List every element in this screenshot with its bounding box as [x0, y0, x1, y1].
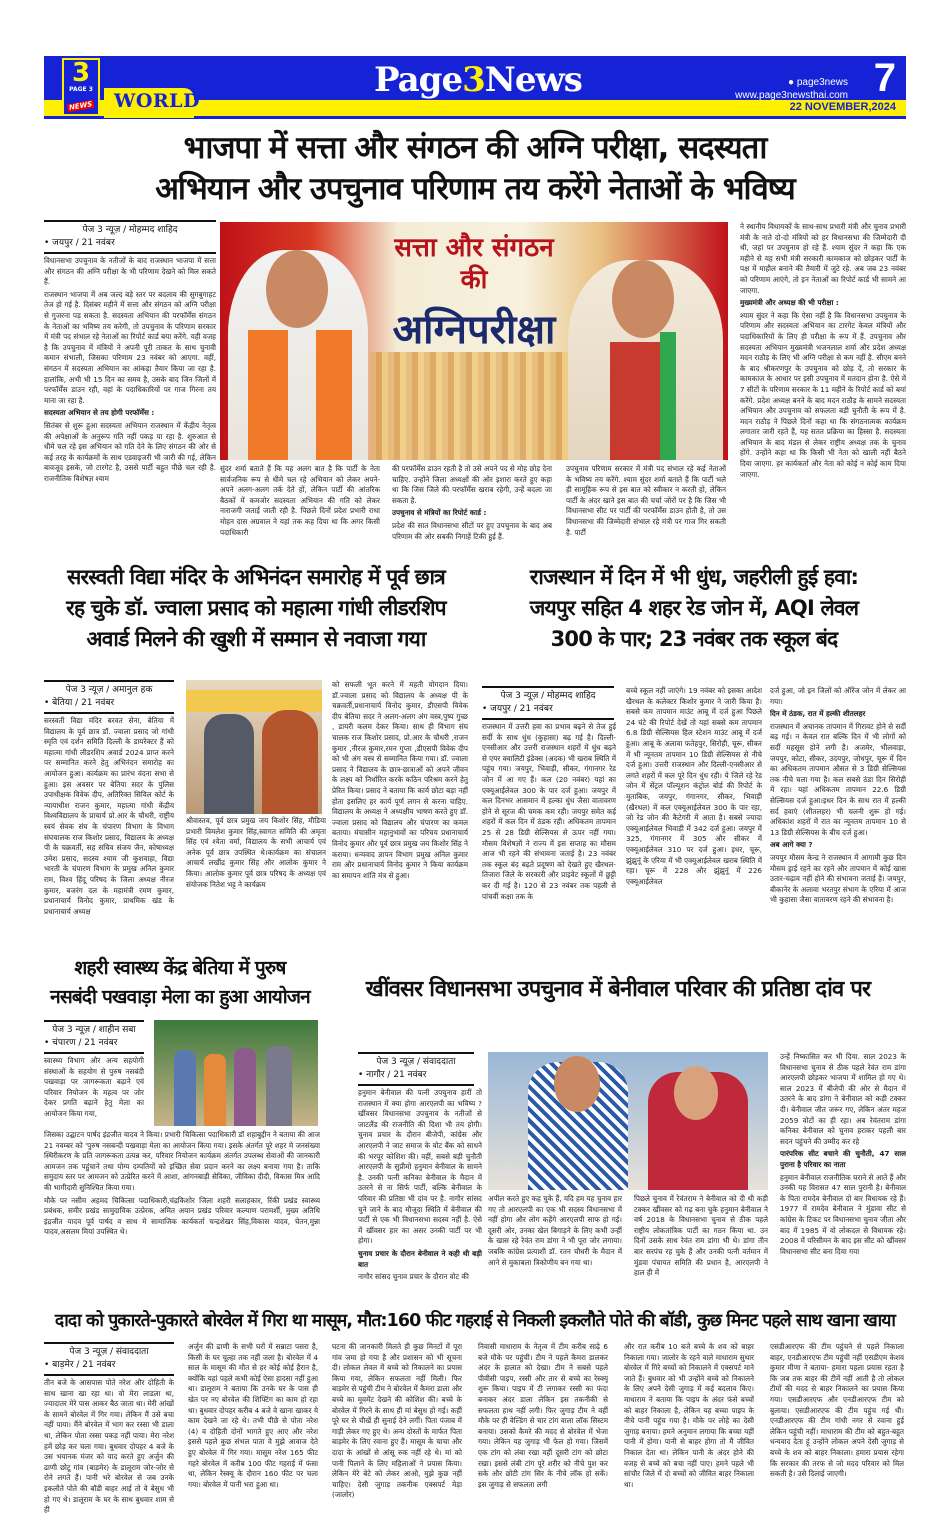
hero-title-line2: की — [460, 265, 488, 295]
logo-news-badge: NEWS — [68, 100, 94, 112]
paragraph: प्रदेश की सात विधानसभा सीटों पर हुए उपचुनाव के बाद अब परिणाम की ओर सबकी निगाहें टिकी हुई हैं. — [392, 520, 552, 541]
paragraph: मौके पर नसीम अहमद चिकित्सा पदाधिकारी,चंद्रकिशोर जिला शहरी सलाहकार, रिंकी प्रखंड स्वास्थ्य प्रबंधक, समीर प्रखंड सामुदायिक उत्प्रेरक, अमित अयान प्रखंड परिवार कल्याण परामर्शी, मुख्य अतिथि इंद्रजीत यादव पूर्व पार्षद व साथ मे सामाजिक कार्यकर्ता चन्द्रशेखर सिंह,विकास यादव, चेतन,मुन्ना यादव,असलम मियां उपस्थित थे। — [44, 1195, 320, 1237]
story3-column-3 — [770, 686, 906, 982]
story6-column-3 — [332, 1342, 462, 1528]
story3-byline — [482, 686, 614, 720]
story5-headline: खींवसर विधानसभा उपचुनाव में बेनीवाल परिवार की प्रतिष्ठा दांव पर — [365, 977, 871, 1002]
paragraph: की परफॉर्मेंस डाउन रहती है तो उसे अपने पद से मोह छोड़ देना चाहिए. उन्होंने जिला अध्यक्षों की ओर इशारा करते हुए कहा था कि जिस जिले की परफॉर्मेंस खराब रहेगी, उन्हें बदला जा सकता है. — [392, 464, 552, 505]
face — [554, 1056, 600, 1112]
health-camp-photo[interactable] — [154, 1020, 318, 1126]
story3-column-1 — [482, 722, 616, 984]
paragraph: सरस्वती विद्या मंदिर बरवत सेना, बेतिया में विद्यालय के पूर्व छात्र डॉ. ज्वाला प्रसाद जो गांधी स्मृति एवं दर्शन समिति दिल्ली के डायरेक्टर हैं को महात्मा गांधी लीडरशिप अवार्ड 2024 प्राप्त करने पर सम्मानित करने हेतु अभिनंदन समारोह का आयोजन हुआ। कार्यक्रम का प्रारंभ वंदना सभा से हुआ। इस अवसर पर बेतिया सदर के पुलिस उपाधीक्षक विवेक दीप, अतिरिक्त सिविल कोर्ट के न्यायाधीश राजन कुमार, महात्मा गांधी केंद्रीय विश्वविद्यालय के प्राचार्य प्रो.आर के चौधरी, राष्ट्रीय स्वयं सेवक संघ के चंपारण विभाग के विभाग संघचालक राज किशोर प्रसाद, विद्यालय के अध्यक्ष पी के चक्रवर्ती, सह सचिव संजय जैन, कोषाध्यक्ष उमेश प्रसाद, सदस्य श्याम जी कुशवाहा, विद्या भारती के चंपारण विभाग के प्रमुख अनिल कुमार राम, विश्व हिंदू परिषद के जिला अध्यक्ष नीरज कुमार, बजरंग दल के महामंत्री रमण कुमार, प्रधानाचार्य विनोद कुमार, प्राथमिक खंड के प्रधानाचार्य अध्यक्ष — [44, 716, 174, 916]
paragraph: उन्हें निष्कासित कर भी दिया. साल 2023 के विधानसभा चुनाव से ठीक पहले रेवंत राम डांगा आरएलपी छोड़कर भाजपा में शामिल हो गए थे। साल 2023 में बीजेपी की ओर से मैदान में उतरने के बाद डांगा ने बेनीवाल को कड़ी टक्कर दी। बेनीवाल जीत जरूर गए, लेकिन अंतर महज 2059 वोटों का ही रहा। अब रेवंतराम डांगा कनिका बेनीवाल को चुनाव हराकर पहली बार सदन पहुंचने की उम्मीद कर रहे — [780, 1052, 906, 1146]
story4-body — [44, 1130, 320, 1300]
headline-line: रह चुके डॉ. ज्वाला प्रसाद को महात्मा गांधी लीडरशिप — [66, 596, 446, 620]
story6-byline — [44, 1342, 174, 1376]
person — [204, 1054, 226, 1126]
story5-column-2 — [488, 1194, 622, 1302]
lead-column-2 — [220, 464, 380, 554]
masthead — [44, 56, 906, 118]
paragraph: अपील करते हुए कह चुके हैं, यदि हम यह चुनाव हार गए तो आरएलपी का एक भी सदस्य विधानसभा में नहीं होगा और लोग कहेंगे आरएलपी साफ हो गई। दूसरी ओर, उनका खेल बिगाड़ने के लिए कभी उन्हीं के खास रहे रेवंत राम डांगा ने भी पूरा जोर लगाया। जबकि कांग्रेस प्रत्याशी डॉ. रतन चौधरी के मैदान में आने से मुकाबला त्रिकोणीय बन गया था। — [488, 1194, 622, 1267]
paragraph: पिछले चुनाव में रेवंतराम ने बेनीवाल को दी थी कड़ी टक्कर खींवसर को गढ़ बना चुके हनुमान बेनीवाल ने वर्ष 2018 के विधानसभा चुनाव से ठीक पहले राष्ट्रीय लोकतांत्रिक पार्टी का गठन किया था. उन दिनों उसके साथ रेवंत राम डांगा भी थे। डांगा तीन बार सरपंच रह चुके हैं और उनकी पत्नी वर्तमान में मुंडवा पंचायत समिति की प्रधान है, आरएलपी ने हाल ही में — [634, 1194, 768, 1278]
byline-dateline: • चंपारण / 21 नवंबर — [44, 1038, 118, 1048]
page3-logo[interactable] — [62, 58, 100, 116]
paragraph: विधानसभा उपचुनाव के नतीजों के बाद राजस्थान भाजपा में सत्ता और संगठन की अग्नि परीक्षा के भी परिणाम देखने को मिल सकते हैं. — [44, 256, 216, 287]
paragraph: श्याम सुंदर ने कहा कि ऐसा नहीं है कि विधानसभा उपचुनाव के परिणाम और सदस्यता अभियान का टारगेट केवल मंत्रियों और पदाधिकारियों के लिए ही परीक्षा के रूप में हैं. उपचुनाव और सदस्यता अभियान मुख्यमंत्री भजनलाल शर्मा और प्रदेश अध्यक्ष मदन राठौड़ के लिए भी अग्नि परीक्षा से कम नहीं है. सीएम बनने के बाद श्रीकरणपुर के उपचुनाव को छोड़ दें, तो सरकार के कामकाज के आधार पर इसी उपचुनाव में मतदान होना है. ऐसे में 7 सीटों के परिणाम सरकार के 11 महीने के रिपोर्ट कार्ड को बयां करेंगे. प्रदेश अध्यक्ष बनने के बाद मदन राठौड़ के सामने सदस्यता अभियान और उपचुनाव को सफलता बड़ी चुनौती के रूप में है. मदन राठौड़ ने पिछले दिनों कहा था कि संगठनात्मक कार्यक्रम लगातार जारी रहते हैं, यह सतत प्रक्रिया का हिस्सा है. सदस्यता अभियान के बाद मंडल से लेकर राष्ट्रीय अध्यक्ष तक के चुनाव होंगे. उन्होंने कहा था कि किसी भी नेता को खाली नहीं बैठने दिया जाएगा. हर कार्यकर्ता और नेता को कोई न कोई काम दिया जाएगा. — [740, 310, 906, 479]
story6-column-1 — [44, 1378, 174, 1528]
subheading: सदस्यता अभियान से तय होगी परफॉर्मेंस : — [44, 408, 155, 418]
byline-author: पेज 3 न्यूज़ / मोहम्मद शाहिद — [500, 691, 596, 701]
paragraph: को सफली भूत करने में महती योगदान दिया। डॉ.ज्वाला प्रसाद को विद्यालय के अध्यक्ष पी के चक्रवर्ती,प्रधानाचार्य विनोद कुमार, डीएसपी विवेक दीप बेतिया सदर ने अलग-अलग अंग वस्त्र,पुष्प गुच्छ , डायरी कलम देकर किया। साथ ही विभाग संघ चालक राज किशोर प्रसाद, प्रो.आर के चौधरी ,राजन कुमार ,नीरज कुमार,रमन गुप्ता ,डीएसपी विवेक दीप को भी अंग वस्त्र से सम्मानित किया गया। डॉ. ज्वाला प्रसाद ने विद्यालय के छात्र-छात्राओं को अपने जीवन के लक्ष्य को निर्धारित करके कठिन परिश्रम करने हेतु प्रेरित किया। प्रसाद ने बताया कि कार्य छोटा बड़ा नहीं होता इसलिए हर कार्य पूर्ण लगन से करना चाहिए. विद्यालय के अध्यक्ष ने अध्यक्षीय भाषण करते हुए डॉ. ज्वाला प्रसाद को विद्यालय और चंपारण का कमल बताया। मंचासीन महानुभावों का परिचय प्रधानाचार्य विनोद कुमार और पूर्व छात्र प्रमुख जय किशोर सिंह ने कराया। धन्यवाद ज्ञापन विभाग प्रमुख अनिल कुमार राम और प्रधानाचार्य विनोद कुमार ने किया कार्यक्रम का समापन शांति मंत्र से हुआ। — [332, 680, 468, 880]
headline-line: 300 के पार; 23 नवंबर तक स्कूल बंद — [550, 627, 838, 651]
section-label: WORLD — [114, 90, 201, 112]
story2-headline — [44, 562, 468, 655]
story2-column-3 — [332, 680, 468, 976]
story2-column-1 — [44, 716, 174, 976]
paragraph: दर्ज हुआ, जो इन जिलों को ऑरेंज जोन में लेकर आ गया। — [770, 686, 906, 706]
paragraph: घटना की जानकारी मिलते ही कुछ मिनटों में पूरा गांव जमा हो गया है और प्रशासन को भी सूचना दी। लोकल लेवल में बच्चे को निकालने का प्रयास किया गया, लेकिन सफलता नहीं मिली। फिर बाड़मेर से पहुंची टीम ने बोरवेल में कैमरा डाला और बच्चे का मूवमेंट देखने की कोशिश की। बच्चे के बोरवेल में गिरने के साथ ही मां बेसुध हो गई। कहीं पूरे घर से चीखें ही सुनाई देने लगीं। पिता पंजाब में गाड़ी लेकर गए हुए थे। अन्य दोस्तों के मार्फत पिता बाड़मेर के लिए रवाना हुए हैं। मासूम के चाचा और दादा के आंखों से आंसू रुक नहीं रहे थे। मां को पानी पिलाने के लिए महिलाओं ने प्रयास किया। लेकिन मेरे बेटे को लेकर आओ, मुझे कुछ नहीं चाहिए। देसी जुगाड़ तकनीक एक्सपर्ट मेड़ा (जालोर) — [332, 1342, 462, 1500]
hero-title-line3: अग्निपरीक्षा — [392, 307, 556, 353]
banner — [186, 690, 322, 712]
byline-author: पेज 3 न्यूज़ / शाहीन सबा — [52, 1025, 136, 1035]
paragraph: हनुमान बेनीवाल की पत्नी उपचुनाव हारीं तो राजस्थान में क्या होगा आरएलपी का भविष्य ? खींवसर विधानसभा उपचुनाव के नतीजों से जाटलैंड की राजनीति की दिशा भी तय होगी। चुनाव प्रचार के दौरान बीजेपी, कांग्रेस और आरएलपी ने जाट समाज के वोट बैंक को साधने की भरपूर कोशिश की। वहीं, सबसे बड़ी चुनौती आरएलपी के सुप्रीमो हनुमान बेनीवाल के सामने है. उनकी पत्नी कनिका बेनीवाल के मैदान में उतरने से ना सिर्फ पार्टी, बल्कि बेनीवाल के परिवार की प्रतिष्ठा भी दांव पर है. नागौर सांसद चुने जाने के बाद मौजूदा स्थिति में बेनीवाल की पार्टी से एक भी विधानसभा सदस्य नहीं है. ऐसे में खींवसर हार का असर उनकी पार्टी पर भी होगा। — [358, 1088, 482, 1246]
byline-author: पेज 3 न्यूज़ / संवाददाता — [376, 1057, 456, 1067]
paragraph: तीन बजे के आसपास पोते नरेश और दोहिती के साथ खाना खा रहा था। वो मेरा लाडला था, ज्यादातर मेरे पास आकर बैठ जाता था। मेरी आंखों के सामने बोरवेल में गिर गया। लेकिन मैं उसे बचा नहीं पाया। मैंने बोरवेल में भाग कर रस्सा भी डाला था, लेकिन पोता रस्सा पकड़ नहीं पाया। मेरा नरेश हमें छोड़ कर चला गया। बुधवार दोपहर 4 बजे के उस भयानक मंजर को याद करते हुए अर्जुन की ढाणी छोटू गांव (बाड़मेर) के डालूराम जोर-जोर से रोने लगते हैं। पानी भरे बोरवेल से जब उनके इकलौते पोते की बॉडी बाहर आई तो वे बेसुध भी हो गए थे। डालूराम के घर के साथ बुधवार शाम से ही — [44, 1378, 174, 1515]
social-block — [735, 76, 848, 102]
headline-line: राजस्थान में दिन में भी धुंध, जहरीली हुई हवा: — [529, 565, 859, 589]
paragraph: जयपुर मौसम केन्द्र ने राजस्थान में आगामी कुछ दिन मौसम ड्राई रहने का रहने और तापमान में कोई खास उतार-चढ़ाव नहीं होने की संभावना जताई है। जयपुर, बीकानेर के अलावा भरतपुर संभाग के एरिया में आज भी कुहासा जैसा वातावरण रहने की संभावना है। — [770, 852, 906, 905]
story5-byline — [358, 1052, 474, 1086]
issue-date: 22 NOVEMBER,2024 — [789, 101, 896, 113]
logo-small-text: PAGE 3 — [69, 86, 93, 93]
brand-three: 3 — [462, 60, 485, 100]
story3-column-2 — [626, 686, 762, 982]
paragraph: और रात करीब 10 बजे बच्चे के शव को बाहर निकाला गया। जालोर के रहने वाले माधाराम सुथार बोरवेल में गिरे बच्चों को निकालने में एक्सपर्ट माने जाते हैं। बुधवार को भी उन्होंने बच्चे को निकालने के लिए अपने देसी जुगाड़ में कई बदलाव किए। माधाराम ने बताया कि पाइप के अंदर फंसे बच्चों को बाहर निकाला है, लेकिन यह बच्चा पाइप के नीचे पानी पहुंच गया है। मौके पर लोहे का देसी जुगाड़ बनाया। हमने अनुमान लगाया कि बच्चा यहीं पानी में होगा। पानी से बाहर होगा तो मैं जीवित निकाल देता था। लेकिन पानी के अंदर होने की वजह से बच्चे को बचा नहीं पाए। हमने पहले भी सांचौर जिले में दो बच्चों को जीवित बाहर निकाला था। — [624, 1342, 754, 1489]
crowd-background — [370, 352, 600, 460]
paragraph: उपचुनाव परिणाम सरकार में मंत्री पद संभाल रहे कई नेताओं के भविष्य तय करेंगे. श्याम सुंदर शर्मा बताते हैं कि पार्टी भले ही सामूहिक रूप से इस बात को स्वीकार न करती हो, लेकिन पार्टी के अंदर खाने इस बात की चर्चा जोरों पर है कि जिस भी विधानसभा सीट पर पार्टी की परफॉर्मेंस डाउन होती है, तो उस विधानसभा की जिम्मेदारी संभाल रहे मंत्री पर गाज गिर सकती है. पार्टी — [566, 464, 726, 537]
paragraph: स्वास्थ्य विभाग और अन्य सहयोगी संस्थाओं के सहयोग से पुरुष नसबंदी पखवाड़ा पर जागरूकता बढ़ाने एवं परिवार नियोजन के महत्व पर जोर देकर प्रगति बढ़ाने हेतु मेला का आयोजन किया गया, — [44, 1056, 144, 1118]
headline-line: नसबंदी पखवाड़ा मेला का हुआ आयोजन — [50, 986, 310, 1008]
story5-column-4 — [780, 1052, 906, 1302]
story4-headline — [44, 954, 316, 1012]
lead-column-3 — [392, 464, 552, 554]
person-vest — [262, 710, 318, 814]
paragraph: जिसका उद्घाटन पार्षद इंद्रजीत यादव ने किया। प्रभारी चिकित्सा पदाधिकारी डॉ शहाबुद्दीन ने बताया की आज 21 नवम्बर को 'पुरुष नसबन्दी पखवाड़ा मेला का आयोजन किया गया। इसके अंतर्गत पूरे शहर मे जनसंख्या स्थिरीकरण के प्रति जागरूकता उत्पन्न कर, परिवार नियोजन कार्यक्रम अंतर्गत उपलब्ध सेवाओं की जानकारी आमजन तक पहुंचाने तथा योग्य दम्पतियों को इच्छित सेवा प्रदान करने का लक्ष्य बनाया गया है। ताकि समुदाय स्तर पर आमजन को उत्प्रेरित करने में आशा, आंगनबाड़ी सेविका, जीविका दीदी, विकास मित्र आदि की भागीदारी सुनिश्चित किया गया। — [44, 1130, 320, 1192]
award-ceremony-photo[interactable] — [186, 680, 322, 814]
photo-caption — [186, 816, 326, 976]
paragraph: श्रीवास्तव, पूर्व छात्र प्रमुख जय किशोर सिंह, मीडिया प्रभारी विमलेश कुमार सिंह,स्वागत समिति की अमृता सिंह एवं श्वेता वर्मा, विद्यालय के सभी आचार्य एवं अनेक पूर्व छात्र उपस्थित थे।कार्यक्रम का संचालन आचार्य लखींद्र कुमार सिंह और आलोक कुमार ने किया। आलोक कुमार पूर्व छात्र परिषद के अध्यक्ष एवं संयोजक नितेश भट्ट ने कार्यक्रम — [186, 816, 326, 889]
paragraph: राजस्थान में उत्तरी हवा का प्रभाव बढ़ने से तेज हुई सर्दी के साथ धुंध (कुहासा) बढ़ गई है। दिल्ली-एनसीआर और उत्तरी राजस्थान शहरों में धुंध बढ़ने से एयर क्वालिटी इंडेक्स (अदक) भी खराब स्थिति में पहुंच गया। जयपुर, भिवाड़ी, सीकर, गंगानगर रेड जोन में आ गए हैं। कल (20 नवंबर) यहां का एक्यूआईलेवल 300 के पार दर्ज हुआ। जयपुर में कल दिनभर आसमान में हल्का धुंध जैसा वातावरण होने से सूरज की चमक कम रही। जयपुर समेत कई शहरों में कल दिन में ठंडक रही। अधिकतम तापमान 25 से 28 डिग्री सेल्सियस से ऊपर नहीं गया। मौसम विशेषज्ञों ने राज्य में इस सप्ताह का मौसम आज भी रहने की संभावना जताई है। 23 नवंबर तक स्कूल बंद बढ़ते प्रदूषण को देखते हुए खैरथल-तिजारा जिले के सरकारी और प्राइवेट स्कूलों में छुट्टी कर दी गई है। 120 से 23 नवंबर तक पहली से पांचवीं कक्षा तक के — [482, 722, 616, 901]
byline-author: पेज 3 न्यूज़ / संवाददाता — [69, 1347, 149, 1357]
beniwal-couple-photo[interactable] — [488, 1052, 768, 1190]
story4-byline — [44, 1020, 144, 1054]
story6-headline: दादा को पुकारते-पुकारते बोरवेल में गिरा था मासूम, मौत:160 फीट गहराई से निकली इकलौते पोते की बॉडी, कुछ मिनट पहले साथ खाना खाया — [54, 1311, 896, 1331]
headline-line: शहरी स्वास्थ्य केंद्र बेतिया में पुरुष — [74, 957, 286, 979]
person — [174, 1050, 196, 1126]
website-link[interactable]: www.page3newsthai.com — [735, 90, 848, 101]
person — [266, 1046, 292, 1126]
story3-headline — [482, 562, 906, 655]
face — [674, 1066, 718, 1120]
lead-headline — [40, 128, 910, 210]
lead-headline-line1: भाजपा में सत्ता और संगठन की अग्नि परीक्षा, सदस्यता — [183, 130, 767, 166]
hero-title-line1: सत्ता और संगठन — [394, 233, 554, 263]
page-number: 7 — [873, 56, 896, 100]
logo-number: 3 — [71, 58, 91, 88]
byline-dateline: • जयपुर / 21 नवंबर — [44, 238, 115, 248]
paragraph: अर्जुन की ढाणी के सभी घरों में सन्नाटा पसरा है, किसी के घर चूल्हा तक नहीं जला है। बोरवेल में 4 साल के मासूम की मौत से हर कोई कोई हैरान है, क्योंकि यहां पहले कभी कोई ऐसा हादसा नहीं हुआ था। डालूराम ने बताया कि उनके घर के पास ही खेत पर नए बोरवेल की शिफ्टिंग का काम हो रहा था। बुधवार दोपहर करीब 4 बजे वे खाना खाकर ये काम देखने जा रहे थे। तभी पीछे से पोता नरेश (4) व दोहिती दोनों भागते हुए आए और नरेश इससे पहले कुछ संभल पाता वे मुझे आवाज देते हुए बोरवेल में गिर गया। मासूम नरेश 165 फीट गहरे बोरवेल में करीब 100 फीट गहराई में फंसा था, लेकिन रेस्क्यू के दौरान 160 फीट पर चला गया। बोरवेल में पानी भरा हुआ था। — [188, 1342, 318, 1489]
lead-column-5 — [740, 222, 906, 552]
paragraph: सुंदर शर्मा बताते हैं कि यह अलग बात है कि पार्टी के नेता सार्वजनिक रूप से धीमे चल रहे अभियान को लेकर अपने-अपने अलग-अलग तर्क देते हों, लेकिन पार्टी की आंतरिक बैठकों में कमजोर सदस्यता अभियान की गति को लेकर नाराजगी जताई जाती रही है. पिछले दिनों प्रदेश प्रभारी राधा मोहन दास अग्रवाल ने यहां तक कह दिया था कि अगर किसी पदाधिकारी — [220, 464, 380, 537]
brand-part2: News — [484, 60, 582, 100]
paragraph: हनुमान बेनीवाल राजनीतिक घराने से आते हैं और उनकी यह विरासत 47 साल पुरानी है। बेनीवाल के पिता रामदेव बेनीवाल दो बार विधायक रहे हैं। 1977 में रामदेव बेनीवाल ने मुंडावा सीट से कांग्रेस के टिकट पर विधानसभा चुनाव जीता और बाद में 1985 में वो लोकदल से विधायक रहे। 2008 में परिसीमन के बाद इस सीट को खींवसर विधानसभा सीट बना दिया गया — [780, 1172, 906, 1256]
paragraph: नागौर सांसद चुनाव प्रचार के दौरान वोट की — [358, 1272, 469, 1282]
paragraph: एसडीआरएफ की टीम पहुंचने से पहले निकाला बाहर, एनडीआरएफ टीम पहुंची नहीं एसडीएम केशव कुमार मीणा ने बताया- हमारा पहला प्रयास रहता है कि जब तक बाहर की टीमें नहीं आती है तो लोकल टीमों की मदद से बाहर निकालने का प्रयास किया गया। एसडीआरएफ और एनडीआरएफ टीम को बुलाया। एसडीआरएफ की टीम पहुंच गई थी। एनडीआरएफ की टीम गांधी नगर से रवाना हुई लेकिन पहुंची नहीं। माधाराम की टीम को बहुत-बहुत धन्यवाद देता हूं उन्होंने लोकल अपने देसी जुगाड़ से बच्चे के शव को बाहर निकाला। हमारा प्रयास रहेगा कि सरकार की तरफ से जो मदद परिवार को मिल सकती है। उसे दिलाई जाएगी। — [770, 1342, 904, 1479]
byline-author: पेज 3 न्यूज़ / अमानुल हक — [65, 685, 153, 695]
story2-byline — [44, 680, 174, 714]
newspaper-page — [40, 50, 910, 1520]
story5-column-3 — [634, 1194, 768, 1302]
byline-dateline: • नागौर / 21 नवंबर — [358, 1070, 427, 1080]
lead-column-4 — [566, 464, 726, 554]
subheading: मुख्यमंत्री और अध्यक्ष की भी परीक्षा : — [740, 298, 839, 308]
brand-part1: Page — [374, 60, 463, 100]
lead-photo-illustration[interactable] — [220, 222, 728, 460]
story6-column-4 — [478, 1342, 608, 1528]
paragraph: बच्चे स्कूल नहीं जाएंगे। 19 नवंबर को इसका आदेश खैरथल के कलेक्टर किशोर कुमार ने जारी किया है। सबसे कम तापमान माउंट आबू में दर्ज हुआ पिछले 24 घंटे की रिपोर्ट देखें तो यहां सबसे कम तापमान 6.8 डिग्री सेल्सियस हिल स्टेशन माउंट आबू में दर्ज हुआ। आबू के अलावा फतेहपुर, सिरोही, चूरू, सीकर में भी न्यूनतम तापमान 10 डिग्री सेल्सियस से नीचे दर्ज हुआ। उत्तरी राजस्थान और दिल्ली-एनसीआर से लगते शहरों में कल पूरे दिन धुंध रही। ये जिले रहे रेड जोन में सेंट्रल पॉल्यूशन कंट्रोल बोर्ड की रिपोर्ट के मुताबिक, जयपुर, गंगानगर, सीकर, भिवाड़ी (खैरथल) में कल एक्यूआईलेवल 300 के पार रहा, जो रेड जोन की कैटेगरी में आता है। सबसे ज्यादा एक्यूआईलेवल भिवाड़ी में 342 दर्ज हुआ। जयपुर में 325, गंगानगर में 305 और सीकर में एक्यूआईलेवल 310 पर दर्ज हुआ। इधर, चूरू, झुंझुनूं के एरिया में भी एक्यूआईलेवल खराब स्थिति में रहा। चूरू में 228 और झुंझुनूं में 226 एक्यूआईलेवल — [626, 686, 762, 886]
lead-headline-line2: अभियान और उपचुनाव परिणाम तय करेंगे नेताओं के भविष्य — [155, 171, 795, 207]
paragraph: राजस्थान में अचानक तापमान में गिरावट होने से सर्दी बढ़ गई। न केवल रात बल्कि दिन में भी लोगों को सर्दी महसूस होने लगी है। अजमेर, भीलवाड़ा, जयपुर, कोटा, सीकर, उदयपुर, जोधपुर, चूरू में दिन का अधिकतम तापमान औसत से 3 डिग्री सेल्सियस तक नीचे चला गया है। कल सबसे ठंडा दिन सिरोही में रहा। यहां अधिकतम तापमान 22.6 डिग्री सेल्सियस दर्ज हुआ।इधर दिन के साथ रात में हल्की सर्द हवाएं (शीतलहर) भी चलनी शुरू हो गई। अधिकांश शहरों में रात का न्यूनतम तापमान 10 से 13 डिग्री सेल्सियस के बीच दर्ज हुआ। — [770, 721, 906, 837]
byline-dateline: • बाड़मेर / 21 नवंबर — [44, 1360, 116, 1370]
story6-column-5 — [624, 1342, 754, 1528]
paragraph: ने स्थानीय विधायकों के साथ-साथ प्रभारी मंत्री और चुनाव प्रभारी मंत्री के नाते दो-दो मंत्रियों को हर विधानसभा की जिम्मेदारी दी थी, जहां पर उपचुनाव हो रहे हैं. श्याम सुंदर ने कहा कि एक महीने से यह सभी मंत्री सरकारी कामकाज को छोड़कर पार्टी के पक्ष में माहौल बनाने की तैयारी में जुटे रहे. अब जब 23 नवंबर को परिणाम आएंगे, तो इन नेताओं का रिपोर्ट कार्ड भी सामने आ जाएगा. — [740, 222, 906, 295]
headline-line: अवार्ड मिलने की खुशी में सम्मान से नवाजा गया — [86, 627, 426, 651]
byline-dateline: • बेतिया / 21 नवंबर — [44, 698, 115, 708]
subheading: दिन में ठंडक, रात में हल्की शीतलहर — [770, 709, 866, 719]
paragraph: निवासी माधाराम के नेतृत्व में टीम करीब साढ़े 6 बजे मौके पर पहुंची। टीम ने पहले कैमरा डालकर अंदर के हालात को देखा। टीम ने सबसे पहले पीवीसी पाइप, रस्सी और तार से बच्चे का रेस्क्यू शुरू किया। पाइप में टी लगाकर रस्सी का फंदा बनाकर अंदर डाला लेकिन इस तकनीकी से सफलता हाथ नहीं लगी। फिर जुगाड़ टीम ने वहीं मौके पर ही वेल्डिंग से चार टांग वाला लॉक सिस्टम बनाया। उसको कैमरे की मदद से बोरवेल में भेजा गया। लेकिन यह जुगाड़ भी फेल हो गया। जिसमें एक टांग को लंबा रखा वहीं दूसरी टांग को छोटा रखा। इससे लंबी टांग पूरे शरीर को नीचे पुश कर सके और छोटी टांग सिर के नीचे लॉक हो सकें। इस जुगाड़ से सफलता लगी — [478, 1342, 608, 1489]
story6-column-2 — [188, 1342, 318, 1528]
social-handle[interactable]: ● page3news — [788, 77, 848, 88]
person — [234, 1048, 256, 1126]
subheading: उपचुनाव से मंत्रियों का रिपोर्ट कार्ड : — [392, 508, 487, 518]
lead-column-1 — [44, 256, 216, 546]
subheading: पारंपरिक सीट बचाने की चुनौती, 47 साल पुराना है परिवार का नाता — [780, 1149, 906, 1169]
story5-column-1 — [358, 1088, 482, 1300]
brand-wordmark[interactable] — [374, 60, 582, 100]
paragraph: सितंबर से शुरू हुआ सदस्यता अभियान राजस्थान में केंद्रीय नेतृत्व की अपेक्षाओं के अनुरूप गति नहीं पकड़ पा रहा है. शुरुआत से धीमे चल रहे इस अभियान को गति देने के लिए संगठन की ओर से कई तरह के कार्यक्रमों के साथ एडवाइजरी भी जारी की गई, लेकिन बावजूद इसके, जो टारगेट है, उससे पार्टी बहुत पीछे चल रही है. राजनीतिक विशेषज्ञ श्याम — [44, 420, 216, 483]
byline-author: पेज 3 न्यूज़ / मोहम्मद शाहिद — [82, 225, 178, 235]
headline-line: सरस्वती विद्या मंदिर के अभिनंदन समारोह में पूर्व छात्र — [67, 565, 445, 589]
story6-column-6 — [770, 1342, 904, 1528]
headline-line: जयपुर सहित 4 शहर रेड जोन में, AQI लेवल — [529, 596, 859, 620]
subheading: चुनाव प्रचार के दौरान बेनीवाल ने कही थी बड़ी बात — [358, 1248, 482, 1269]
person-suit — [204, 714, 254, 814]
byline-dateline: • जयपुर / 21 नवंबर — [482, 704, 553, 714]
paragraph: राजस्थान भाजपा में अब जल्द बड़े स्तर पर बदलाव की सुगबुगाहट तेज हो गई है. दिसंबर महीने में सत्ता और संगठन को अग्नि परीक्षा से गुजरना पड़ सकता है. सदस्यता अभियान की परफॉर्मेंस संगठन के नेताओं का भविष्य तय करेगी, तो उपचुनाव के परिणाम सरकार में मंत्री पद संभाल रहे नेताओं का रिपोर्ट कार्ड बया करेंगे. यही वजह है कि उपचुनाव में मंत्रियों ने अपनी पूरी ताकत के साथ चुनावी कमान संभाली, जिसका परिणाम 23 नवंबर को आएगा. वहीं, संगठन में सदस्यता अभियान का आंकड़ा तैयार किया जा रहा है. हालांकि, अभी भी 15 दिन का समय है, उसके बाद जिन जिलों में परफॉर्मेंस डाउन रही, वहां के पदाधिकारियों पर गाज गिरना तय माना जा रहा है. — [44, 289, 216, 405]
lead-byline — [44, 220, 216, 254]
subheading: अब आगे क्या ? — [770, 840, 813, 850]
